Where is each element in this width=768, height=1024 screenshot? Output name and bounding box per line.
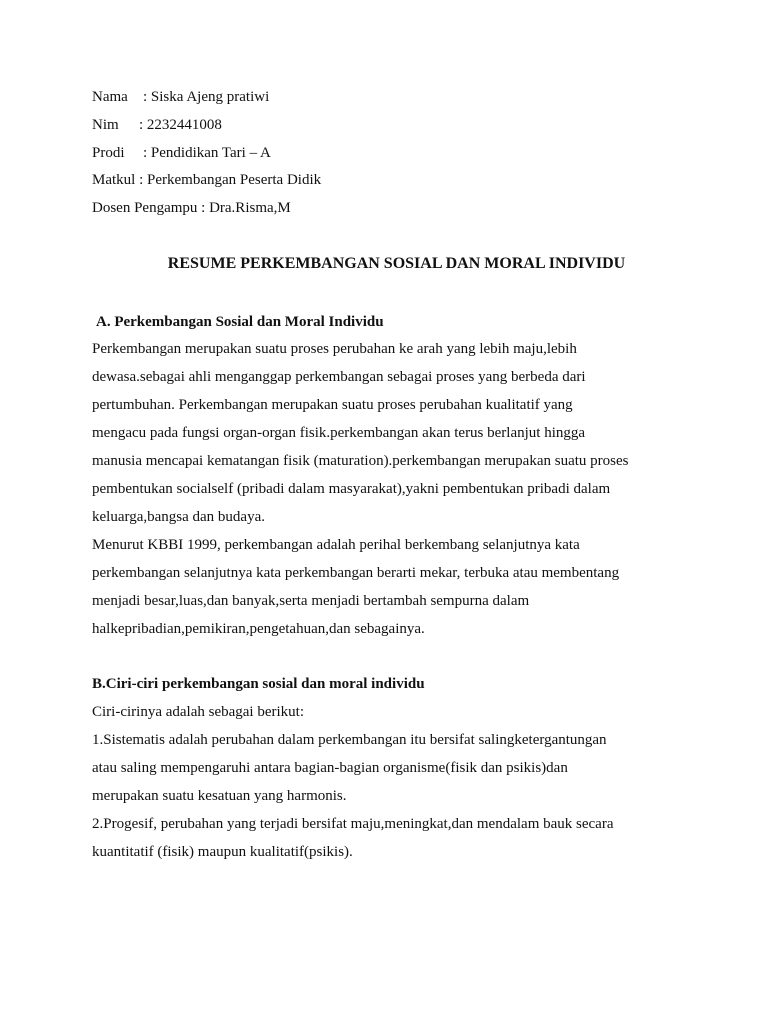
dosen-value: : Dra.Risma,M — [201, 200, 291, 216]
section-a-line: dewasa.sebagai ahli menganggap perkembangan sebagai proses yang berbeda dari — [92, 369, 586, 385]
nim-label: Nim — [92, 117, 119, 133]
section-a-line: halkepribadian,pemikiran,pengetahuan,dan sebagainya. — [92, 621, 425, 637]
matkul-label: Matkul — [92, 172, 136, 188]
prodi-value: : Pendidikan Tari – A — [143, 145, 271, 161]
matkul-value: : Perkembangan Peserta Didik — [139, 172, 322, 188]
prodi-label: Prodi — [92, 145, 125, 161]
section-a-line: keluarga,bangsa dan budaya. — [92, 509, 265, 525]
section-b-line: atau saling mempengaruhi antara bagian-bagian organisme(fisik dan psikis)dan — [92, 760, 568, 776]
nama-value: : Siska Ajeng pratiwi — [143, 89, 270, 105]
header-nama — [92, 88, 269, 106]
header-nim — [92, 116, 222, 134]
nim-value: : 2232441008 — [139, 117, 222, 133]
section-b-line: 1.Sistematis adalah perubahan dalam perkembangan itu bersifat salingketergantungan — [92, 732, 607, 748]
section-a-line: pembentukan socialself (pribadi dalam masyarakat),yakni pembentukan pribadi dalam — [92, 481, 611, 497]
header-dosen — [92, 199, 291, 217]
section-a-line: pertumbuhan. Perkembangan merupakan suatu proses perubahan kualitatif yang — [92, 397, 573, 413]
section-b-line: merupakan suatu kesatuan yang harmonis. — [92, 788, 347, 804]
dosen-label: Dosen Pengampu — [92, 200, 198, 216]
header-matkul — [92, 171, 321, 189]
section-a-line: manusia mencapai kematangan fisik (maturation).perkembangan merupakan suatu proses — [92, 453, 629, 469]
section-a-heading: A. Perkembangan Sosial dan Moral Individu — [96, 314, 384, 330]
section-b-line: Ciri-cirinya adalah sebagai berikut: — [92, 704, 304, 720]
section-a-line: Perkembangan merupakan suatu proses perubahan ke arah yang lebih maju,lebih — [92, 341, 577, 357]
section-b-line: 2.Progesif, perubahan yang terjadi bersifat maju,meningkat,dan mendalam bauk secara — [92, 816, 614, 832]
section-a-line: menjadi besar,luas,dan banyak,serta menjadi bertambah sempurna dalam — [92, 593, 530, 609]
section-a-line: mengacu pada fungsi organ-organ fisik.perkembangan akan terus berlanjut hingga — [92, 425, 586, 441]
section-b-heading: B.Ciri-ciri perkembangan sosial dan moral individu — [92, 676, 425, 692]
section-a-line: perkembangan selanjutnya kata perkembangan berarti mekar, terbuka atau membentang — [92, 565, 620, 581]
nama-label: Nama — [92, 89, 128, 105]
header-prodi — [92, 144, 271, 162]
section-b-line: kuantitatif (fisik) maupun kualitatif(psikis). — [92, 844, 353, 860]
document-title: RESUME PERKEMBANGAN SOSIAL DAN MORAL INDIVIDU — [167, 255, 626, 272]
section-a-line: Menurut KBBI 1999, perkembangan adalah perihal berkembang selanjutnya kata — [92, 537, 580, 553]
